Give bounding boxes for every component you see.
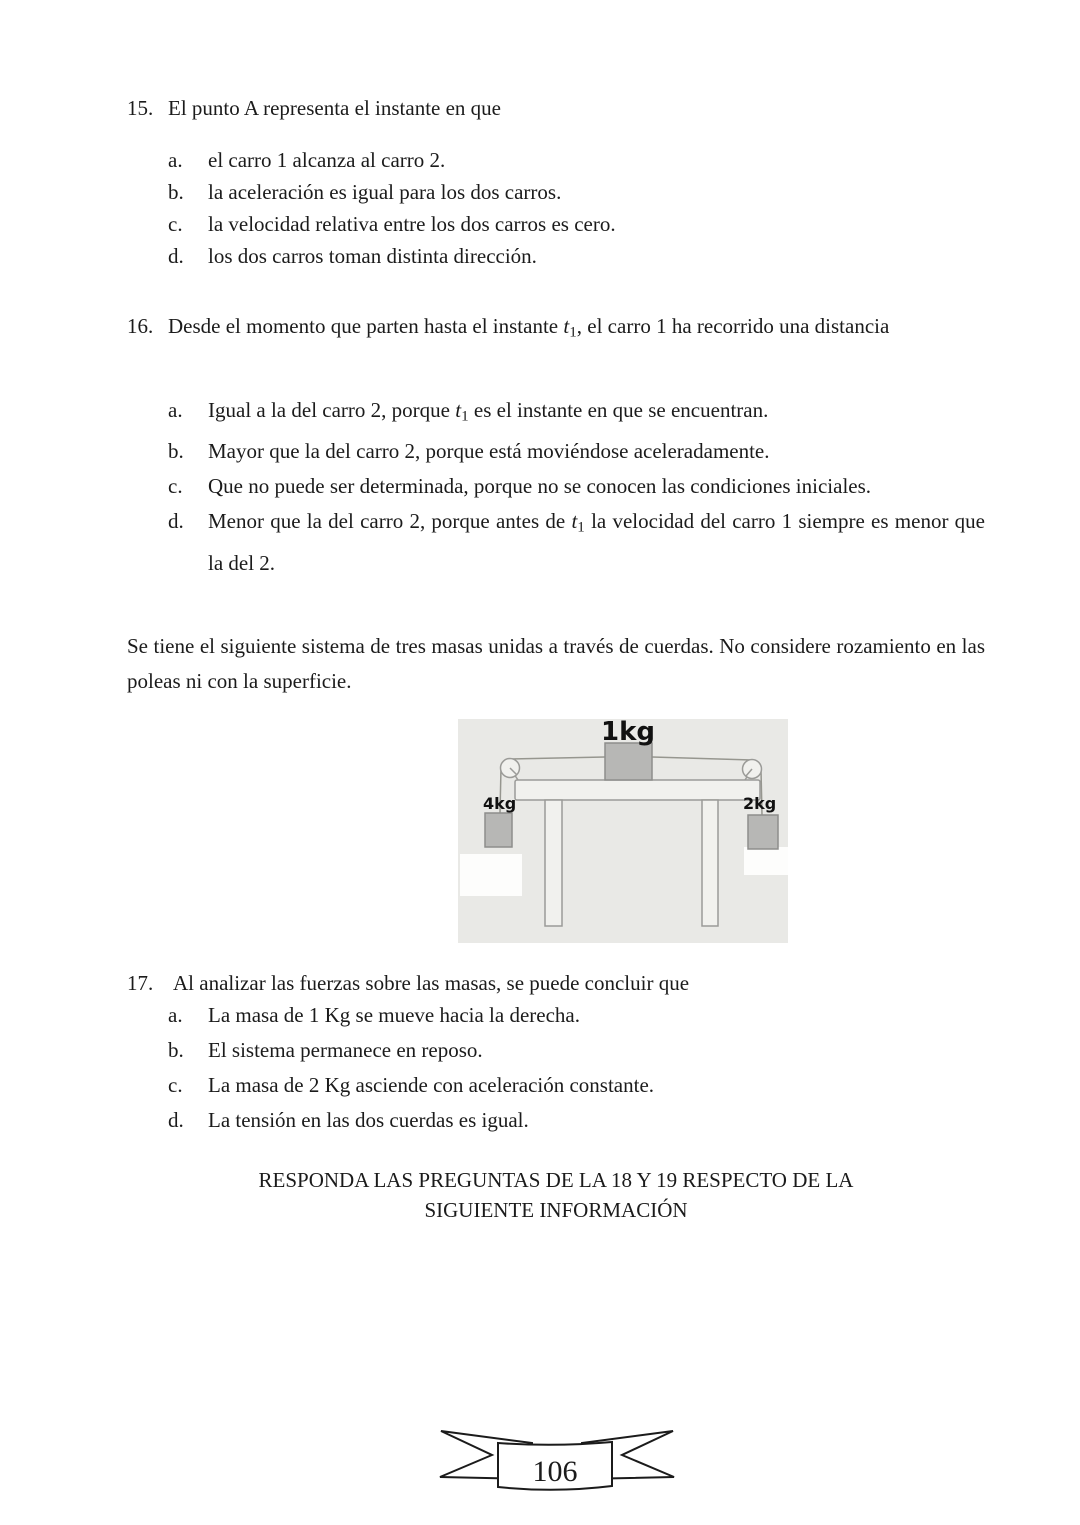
option-letter: a. xyxy=(168,398,183,422)
section-heading xyxy=(127,1165,985,1225)
option-row xyxy=(168,434,985,469)
option-letter: b. xyxy=(168,439,184,464)
mass-block-1kg xyxy=(605,743,652,780)
scan-patch xyxy=(744,847,788,875)
mass-block-4kg xyxy=(485,813,512,847)
option-row xyxy=(168,240,985,272)
option-row xyxy=(168,1068,985,1103)
question-16-options xyxy=(168,393,985,581)
option-letter: d. xyxy=(168,1108,184,1132)
question-17-text: Al analizar las fuerzas sobre las masas, se puede concluir que xyxy=(173,971,690,995)
option-letter: b. xyxy=(168,180,184,204)
mass-label-1kg: 1kg xyxy=(601,719,655,747)
page-number-ribbon xyxy=(437,1424,677,1499)
option-text: los dos carros toman distinta dirección. xyxy=(208,244,537,268)
option-text: La masa de 1 Kg se mueve hacia la derecha. xyxy=(208,1003,580,1027)
option-text: Mayor que la del carro 2, porque está moviéndose aceleradamente. xyxy=(208,439,770,464)
scan-patch xyxy=(460,854,522,896)
option-letter: b. xyxy=(168,1038,184,1062)
intro-paragraph: Se tiene el siguiente sistema de tres masas unidas a través de cuerdas. No considere rozamiento en las poleas ni con la superficie. xyxy=(127,634,985,693)
page-number: 106 xyxy=(532,1455,578,1488)
option-letter: c. xyxy=(168,1073,183,1097)
question-16-text: Desde el momento que parten hasta el instante t1, el carro 1 ha recorrido una distancia xyxy=(168,314,890,341)
option-row xyxy=(168,208,985,240)
option-letter: d. xyxy=(168,509,184,534)
question-17-number: 17. xyxy=(127,971,154,995)
pulley-system-figure xyxy=(458,719,788,943)
option-text: Que no puede ser determinada, porque no se conocen las condiciones iniciales. xyxy=(208,474,872,499)
option-row xyxy=(168,998,985,1033)
option-row xyxy=(168,1033,985,1068)
mass-label-2kg: 2kg xyxy=(743,794,777,813)
question-16-title xyxy=(127,311,985,347)
question-17-title xyxy=(127,967,985,999)
option-letter: d. xyxy=(168,244,184,268)
question-15-number: 15. xyxy=(127,96,154,120)
option-text: la aceleración es igual para los dos carros. xyxy=(208,180,562,204)
section-heading-line1: RESPONDA LAS PREGUNTAS DE LA 18 Y 19 RESPECTO DE LA xyxy=(258,1168,854,1192)
question-15-options xyxy=(168,144,985,272)
mass-label-4kg: 4kg xyxy=(483,794,517,813)
question-15-text: El punto A representa el instante en que xyxy=(168,96,501,120)
option-text: el carro 1 alcanza al carro 2. xyxy=(208,148,446,172)
section-heading-line2: SIGUIENTE INFORMACIÓN xyxy=(424,1198,688,1222)
table-leg-left xyxy=(545,800,562,926)
question-17-options xyxy=(168,998,985,1138)
option-row xyxy=(168,469,985,504)
mass-block-2kg xyxy=(748,815,778,849)
option-text: Menor que la del carro 2, porque antes de t1 la velocidad del carro 1 siempre es menor que la del 2. xyxy=(208,509,986,575)
option-text: El sistema permanece en reposo. xyxy=(208,1038,483,1062)
question-15-title xyxy=(127,92,985,124)
option-letter: a. xyxy=(168,1003,183,1027)
option-letter: c. xyxy=(168,474,183,499)
option-row xyxy=(168,504,985,580)
option-text: Igual a la del carro 2, porque t1 es el instante en que se encuentran. xyxy=(208,398,769,425)
option-text: la velocidad relativa entre los dos carros es cero. xyxy=(208,212,616,236)
option-row xyxy=(168,1103,985,1138)
table-top xyxy=(515,780,760,800)
question-16-number: 16. xyxy=(127,314,154,338)
option-text: La masa de 2 Kg asciende con aceleración constante. xyxy=(208,1073,655,1097)
option-letter: a. xyxy=(168,148,183,172)
option-text: La tensión en las dos cuerdas es igual. xyxy=(208,1108,529,1132)
table-leg-right xyxy=(702,800,718,926)
option-row xyxy=(168,176,985,208)
option-row xyxy=(168,144,985,176)
option-letter: c. xyxy=(168,212,183,236)
option-row xyxy=(168,393,985,434)
